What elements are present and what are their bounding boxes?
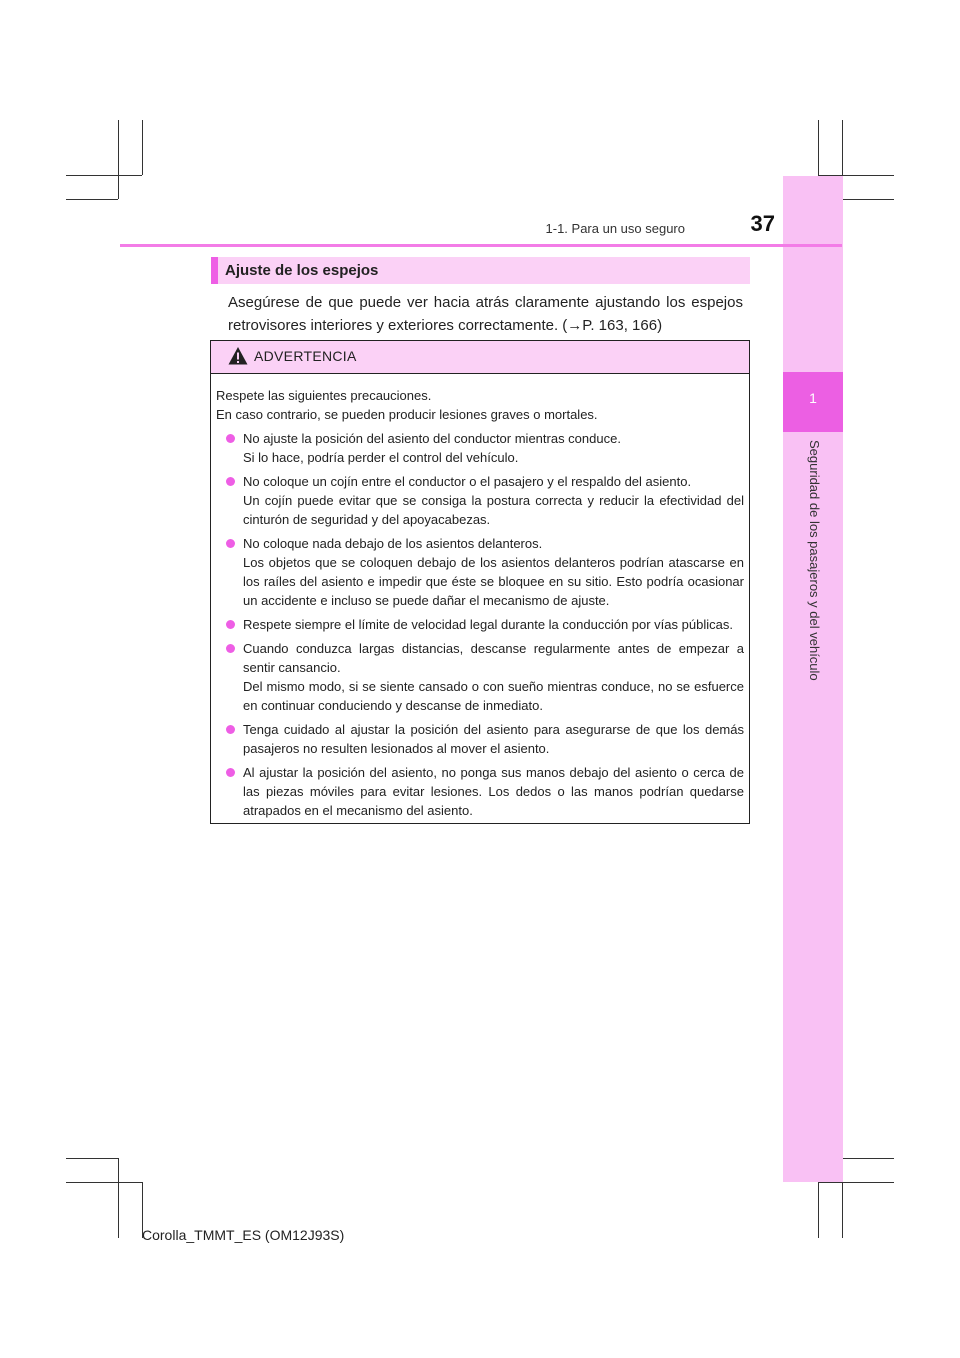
warning-item-line: Tenga cuidado al ajustar la posición del asiento para asegurarse de que los demás pasajeros no resulten lesionados al mover el asiento. (243, 722, 744, 756)
warning-item-line: Cuando conduzca largas distancias, descanse regularmente antes de empezar a sentir cansancio. (243, 641, 744, 675)
warning-intro-line: En caso contrario, se pueden producir lesiones graves o mortales. (216, 407, 598, 422)
warning-item-line: No coloque nada debajo de los asientos delanteros. (243, 536, 543, 551)
warning-item-line: Un cojín puede evitar que se consiga la postura correcta y reducir la efectividad del cinturón de seguridad y del apoyacabezas. (243, 493, 744, 527)
crop-mark (66, 199, 118, 200)
bullet-dot-icon (226, 644, 235, 653)
section-heading: Ajuste de los espejos (225, 262, 379, 279)
warning-item (216, 429, 744, 467)
warning-item-line: No ajuste la posición del asiento del conductor mientras conduce. (243, 431, 621, 446)
crop-mark (66, 175, 142, 176)
chapter-title: Seguridad de los pasajeros y del vehículo (807, 440, 822, 681)
crop-mark (118, 120, 119, 199)
chapter-number: 1 (809, 390, 817, 406)
warning-item-line: Los objetos que se coloquen debajo de los asientos delanteros podrían atascarse en los raíles del asiento e impedir que éste se bloquee en su sitio. Esto podría ocasionar un accidente e incluso se puede dañar el mecanismo de ajuste. (243, 555, 744, 608)
intro-paragraph: Asegúrese de que puede ver hacia atrás claramente ajustando los espejos retrovisores interiores y exteriores correctamente. (→P. 163, 166) (228, 294, 743, 334)
page-number: 37 (750, 211, 775, 236)
warning-item-line: No coloque un cojín entre el conductor o el pasajero y el respaldo del asiento. (243, 474, 692, 489)
bullet-dot-icon (226, 539, 235, 548)
section-heading-accent (211, 257, 218, 284)
section-title: 1-1. Para un uso seguro (545, 221, 685, 236)
crop-mark (818, 1182, 819, 1238)
document-id: Corolla_TMMT_ES (OM12J93S) (142, 1227, 345, 1243)
warning-item-line: Respete siempre el límite de velocidad legal durante la conducción por vías públicas. (243, 617, 733, 632)
bullet-dot-icon (226, 434, 235, 443)
warning-item (216, 720, 744, 758)
bullet-dot-icon (226, 768, 235, 777)
warning-triangle-icon (228, 346, 248, 366)
warning-item (216, 534, 744, 610)
crop-mark (818, 120, 819, 175)
warning-item (216, 472, 744, 529)
header-rule (120, 244, 842, 247)
crop-mark (142, 120, 143, 175)
warning-title: ADVERTENCIA (254, 348, 357, 364)
bullet-dot-icon (226, 477, 235, 486)
warning-item (216, 615, 744, 634)
bullet-dot-icon (226, 620, 235, 629)
warning-item-line: Si lo hace, podría perder el control del vehículo. (243, 450, 519, 465)
crop-mark (66, 1158, 118, 1159)
warning-item-line: Al ajustar la posición del asiento, no ponga sus manos debajo del asiento o cerca de las piezas móviles para evitar lesiones. Los dedos o las manos podrían quedarse atrapados en el mecanismo del asiento. (243, 765, 744, 818)
warning-body (216, 386, 744, 820)
crop-mark (842, 1158, 894, 1159)
warning-item (216, 763, 744, 820)
warning-item-line: Del mismo modo, si se siente cansado o con sueño mientras conduce, no se esfuerce en continuar conduciendo y descanse de inmediato. (243, 679, 744, 713)
bullet-dot-icon (226, 725, 235, 734)
crop-mark (818, 1182, 894, 1183)
crop-mark (842, 199, 894, 200)
warning-intro-line: Respete las siguientes precauciones. (216, 388, 432, 403)
warning-item (216, 639, 744, 715)
crop-mark (66, 1182, 142, 1183)
crop-mark (118, 1158, 119, 1238)
